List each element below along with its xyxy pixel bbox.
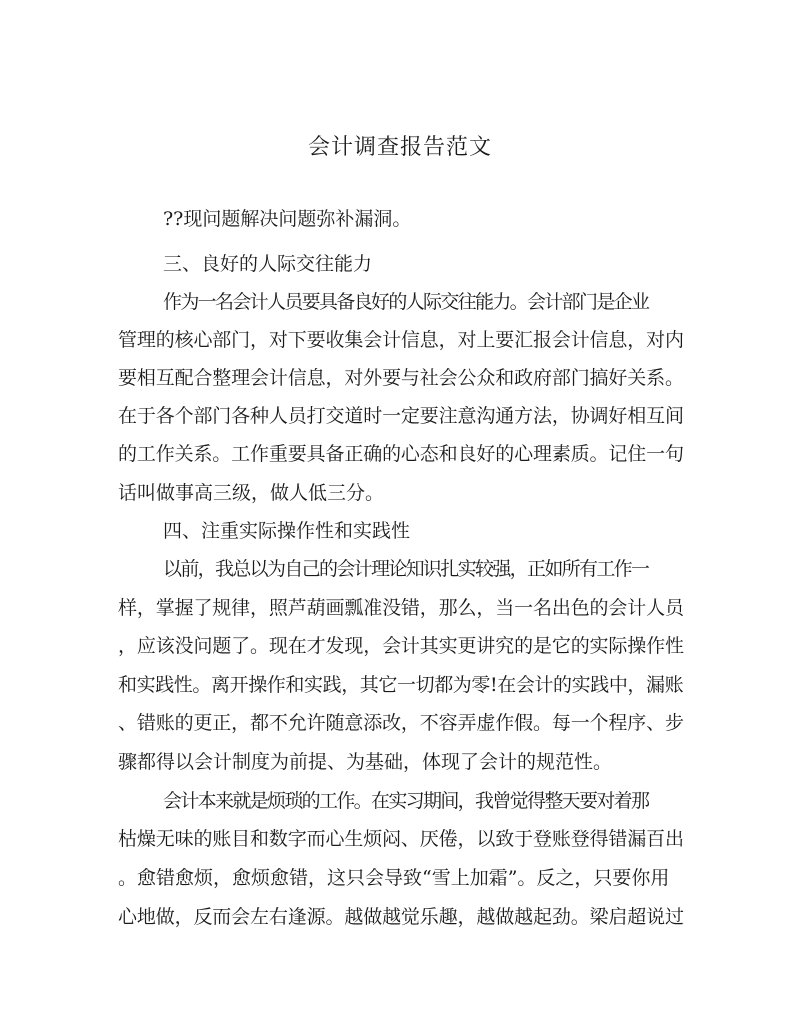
- paragraph-line: 的工作关系。工作重要具备正确的心态和良好的心理素质。记住一句: [118, 443, 684, 465]
- paragraph-line: 骤都得以会计制度为前提、为基础，体现了会计的规范性。: [118, 751, 613, 773]
- paragraph-line: 。愈错愈烦，愈烦愈错，这只会导致“雪上加霜”。反之，只要你用: [118, 867, 670, 889]
- paragraph-line: 管理的核心部门，对下要收集会计信息，对上要汇报会计信息，对内: [118, 329, 684, 351]
- document-title: 会计调查报告范文: [307, 135, 492, 160]
- paragraph-line: 心地做，反而会左右逢源。越做越觉乐趣，越做越起劲。梁启超说过: [118, 906, 684, 928]
- paragraph-line: 话叫做事高三级，做人低三分。: [118, 482, 385, 504]
- paragraph-line: 作为一名会计人员要具备良好的人际交往能力。会计部门是企业: [163, 291, 649, 313]
- paragraph-line: 枯燥无味的账目和数字而心生烦闷、厌倦，以致于登账登得错漏百出: [118, 828, 684, 850]
- paragraph-line: 和实践性。离开操作和实践，其它一切都为零!在会计的实践中，漏账: [118, 674, 684, 696]
- paragraph-line: ，应该没问题了。现在才发现，会计其实更讲究的是它的实际操作性: [118, 635, 684, 657]
- section-heading: 三、良好的人际交往能力: [163, 253, 373, 275]
- paragraph-line: ??现问题解决问题弥补漏洞。: [163, 208, 412, 230]
- paragraph-line: 样，掌握了规律，照芦葫画瓢准没错，那么，当一名出色的会计人员: [118, 597, 684, 619]
- paragraph-line: 在于各个部门各种人员打交道时一定要注意沟通方法，协调好相互间: [118, 405, 684, 427]
- paragraph-line: 会计本来就是烦琐的工作。在实习期间，我曾觉得整天要对着那: [163, 790, 649, 812]
- paragraph-line: 、错账的更正，都不允许随意添改，不容弄虚作假。每一个程序、步: [118, 712, 684, 734]
- paragraph-line: 以前，我总以为自己的会计理论知识扎实较强，正如所有工作一: [163, 558, 649, 580]
- paragraph-line: 要相互配合整理会计信息，对外要与社会公众和政府部门搞好关系。: [118, 367, 684, 389]
- section-heading: 四、注重实际操作性和实践性: [163, 520, 411, 542]
